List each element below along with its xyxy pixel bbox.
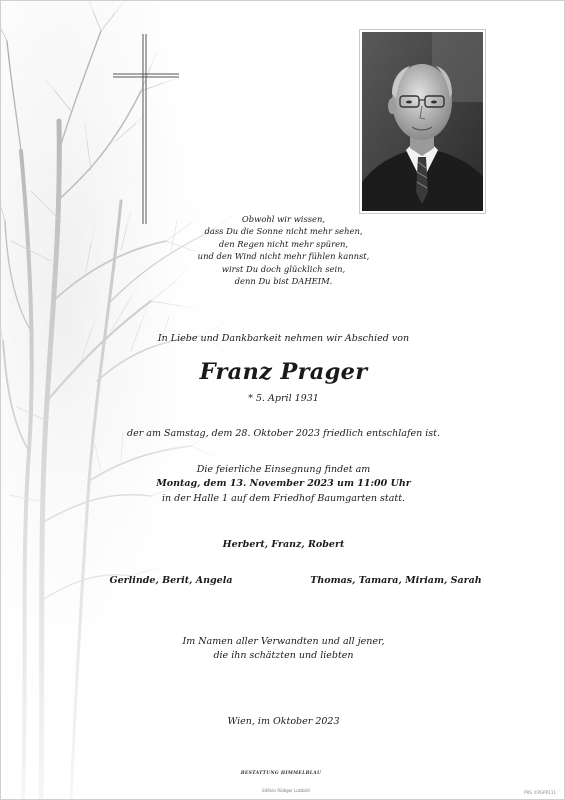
poem [116,213,451,287]
mourners-main: Herbert, Franz, Robert [222,539,345,550]
cross-icon [113,34,179,224]
mourners-left: Gerlinde, Berit, Angela [109,575,233,586]
corner-mark: PRG ©PGPR111 [524,790,556,795]
ceremony-line: Die feierliche Einsegnung findet am [196,464,371,475]
poem-line: Obwohl wir wissen, [241,214,326,224]
farewell-intro: In Liebe und Dankbarkeit nehmen wir Abschied von [157,333,410,344]
mourners-right: Thomas, Tamara, Miriam, Sarah [310,575,482,586]
ceremony-location: in der Halle 1 auf dem Friedhof Baumgarten statt. [161,492,406,504]
funeral-home-label: BESTATTUNG HIMMELBLAU [240,771,322,776]
place-date: Wien, im Oktober 2023 [227,716,340,727]
ceremony-date-time: Montag, dem 13. November 2023 um 11:00 Uhr [156,478,411,490]
poem-line: wirst Du doch glücklich sein, [221,263,346,274]
portrait-image [362,32,483,211]
poem-line: den Regen nicht mehr spüren, [218,238,349,249]
poem-line: dass Du die Sonne nicht mehr sehen, [204,226,363,237]
portrait-photo [359,29,486,214]
deceased-name: Franz Prager [199,359,368,385]
poem-line: und den Wind nicht mehr fühlen kannst, [197,251,370,262]
closing-line: die ihn schätzten und liebten [213,650,354,662]
ceremony-details [116,463,451,506]
closing-words [116,635,451,664]
poem-line: denn Du bist DAHEIM. [234,276,333,287]
death-notice: der am Samstag, dem 28. Oktober 2023 friedlich entschlafen ist. [127,428,440,439]
birth-date: * 5. April 1931 [248,393,319,404]
closing-line: Im Namen aller Verwandten und all jener, [182,636,385,647]
footer-note: Edition Rüdiger Lutzbild [262,788,310,793]
